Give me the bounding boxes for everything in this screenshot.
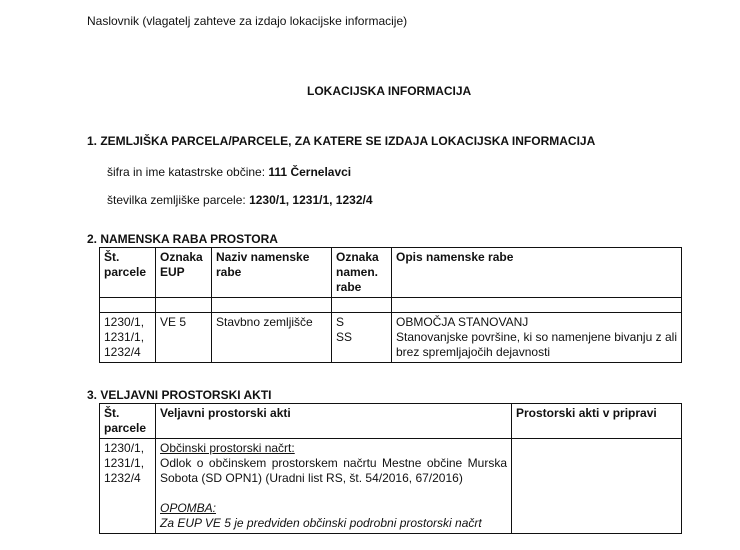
table-row xyxy=(100,439,682,534)
parcel-item: 1230/1, xyxy=(104,441,145,455)
table-row xyxy=(100,313,682,363)
table-header-row xyxy=(100,248,682,298)
use-description-title: OBMOČJA STANOVANJ xyxy=(396,315,529,329)
addressee-line: Naslovnik (vlagatelj zahteve za izdajo lokacijske informacije) xyxy=(87,14,408,28)
header-use-name: Naziv namenske rabe xyxy=(212,248,332,298)
section1-heading: 1. ZEMLJIŠKA PARCELA/PARCELE, ZA KATERE SE IZDAJA LOKACIJSKA INFORMACIJA xyxy=(87,134,596,148)
table-spacer-row xyxy=(100,298,682,313)
eup-cell: VE 5 xyxy=(156,313,212,363)
use-name-cell: Stavbno zemljišče xyxy=(212,313,332,363)
valid-acts-cell xyxy=(156,439,512,534)
parcel-value: 1230/1, 1231/1, 1232/4 xyxy=(249,193,373,207)
note-text: Za EUP VE 5 je predviden občinski podrobni prostorski načrt xyxy=(160,516,482,530)
header-parcel: Št. parcele xyxy=(100,248,156,298)
header-valid-acts: Veljavni prostorski akti xyxy=(156,404,512,439)
section2-heading: 2. NAMENSKA RABA PROSTORA xyxy=(87,232,278,246)
parcel-item: 1230/1, xyxy=(104,315,145,329)
use-subcode: SS xyxy=(336,330,353,344)
act-title: Občinski prostorski načrt: xyxy=(160,441,295,455)
header-eup: Oznaka EUP xyxy=(156,248,212,298)
use-code: S xyxy=(336,315,345,329)
header-use-code: Oznaka namen. rabe xyxy=(332,248,392,298)
cadastral-value: 111 Černelavci xyxy=(268,165,352,179)
header-use-description: Opis namenske rabe xyxy=(392,248,682,298)
cadastral-label: šifra in ime katastrske občine: xyxy=(107,165,266,179)
acts-in-preparation-cell xyxy=(512,439,682,534)
header-parcel: Št. parcele xyxy=(100,404,156,439)
parcel-cell xyxy=(100,313,156,363)
section3-heading: 3. VELJAVNI PROSTORSKI AKTI xyxy=(87,388,272,402)
use-description-text: Stanovanjske površine, ki so namenjene bivanju z ali brez spremljajočih dejavnosti xyxy=(396,330,677,359)
spatial-acts-table xyxy=(99,403,682,534)
use-code-cell xyxy=(332,313,392,363)
parcel-item: 1231/1, xyxy=(104,456,145,470)
document-title: LOKACIJSKA INFORMACIJA xyxy=(307,84,472,98)
parcel-cell xyxy=(100,439,156,534)
use-description-cell xyxy=(392,313,682,363)
parcel-numbers xyxy=(107,193,373,207)
parcel-item: 1232/4 xyxy=(104,471,141,485)
table-header-row xyxy=(100,404,682,439)
act-text: Odlok o občinskem prostorskem načrtu Mestne občine Murska Sobota (SD OPN1) (Uradni list RS, št. 54/2016, 67/2016) xyxy=(160,456,507,485)
note-label: OPOMBA: xyxy=(160,501,217,515)
cadastral-municipality xyxy=(107,165,351,179)
parcel-item: 1231/1, xyxy=(104,330,145,344)
parcel-label: številka zemljiške parcele: xyxy=(107,193,246,207)
header-acts-in-preparation: Prostorski akti v pripravi xyxy=(512,404,682,439)
parcel-item: 1232/4 xyxy=(104,345,141,359)
land-use-table xyxy=(99,247,682,363)
